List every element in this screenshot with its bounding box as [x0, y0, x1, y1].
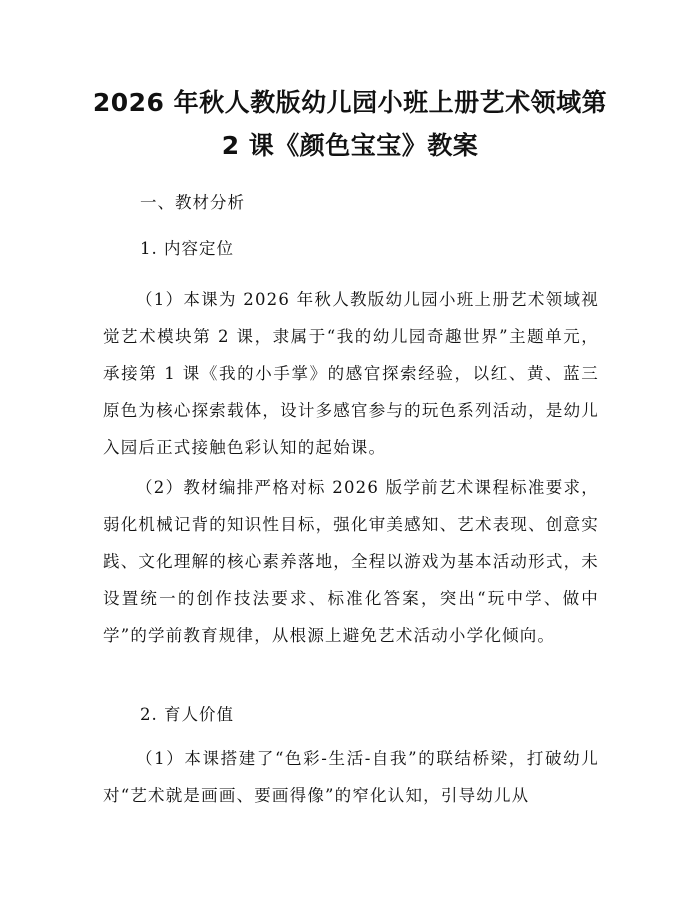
paragraph-content-positioning-1: （1）本课为 2026 年秋人教版幼儿园小班上册艺术领域视觉艺术模块第 2 课，隶属于“我的幼儿园奇趣世界”主题单元，承接第 1 课《我的小手掌》的感官探索经验，以红、黄、蓝三原色为核心探索载体，设计多感官参与的玩色系列活动，是幼儿入园后正式接触色彩认知的起始课。 [103, 290, 599, 457]
subsection-heading-content-positioning: 1. 内容定位 [140, 239, 234, 258]
section-heading-textbook-analysis: 一、教材分析 [140, 193, 245, 212]
subsection-heading-educational-value: 2. 育人价值 [140, 705, 234, 724]
paragraph-content-positioning-2: （2）教材编排严格对标 2026 版学前艺术课程标准要求，弱化机械记背的知识性目标，强化审美感知、艺术表现、创意实践、文化理解的核心素养落地，全程以游戏为基本活动形式，未设置统一的创作技法要求、标准化答案，突出“玩中学、做中学”的学前教育规律，从根源上避免艺术活动小学化倾向。 [103, 478, 599, 645]
document-title-line-2: 2 课《颜色宝宝》教案 [221, 131, 479, 160]
paragraph-educational-value-1: （1）本课搭建了“色彩-生活-自我”的联结桥梁，打破幼儿对“艺术就是画画、要画得像”的窄化认知，引导幼儿从 [103, 749, 599, 805]
document-title-line-1: 2026 年秋人教版幼儿园小班上册艺术领域第 [92, 88, 608, 117]
